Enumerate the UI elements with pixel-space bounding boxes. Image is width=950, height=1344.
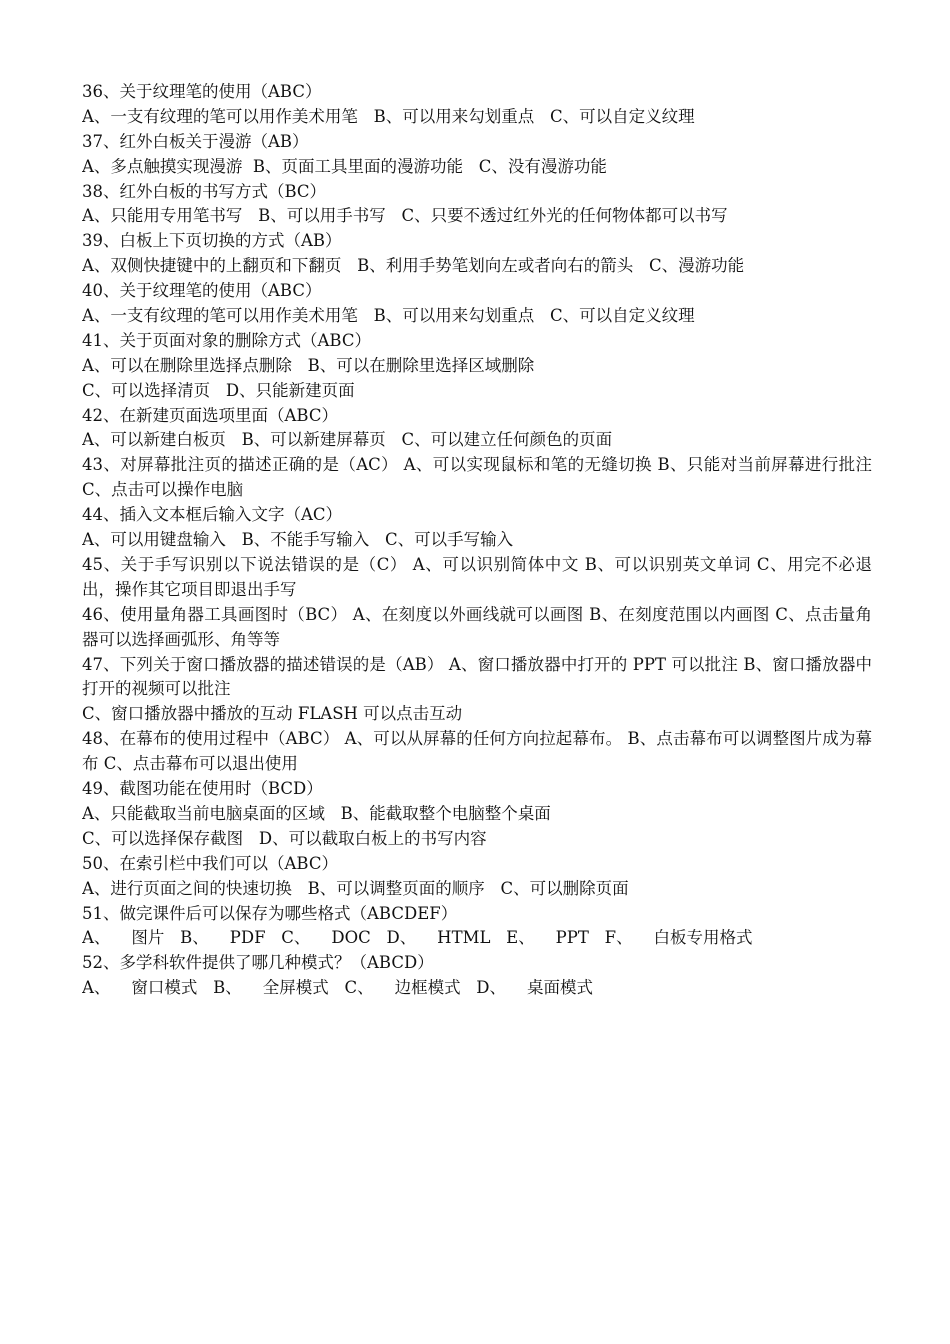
question-39-title: 39、白板上下页切换的方式（AB） <box>82 231 342 251</box>
question-37-title: 37、红外白板关于漫游（AB） <box>82 131 309 151</box>
question-43: 43、对屏幕批注页的描述正确的是（AC） A、可以实现鼠标和笔的无缝切换 B、只能对当前屏幕进行批注 C、点击可以操作电脑 <box>82 455 872 500</box>
question-46: 46、使用量角器工具画图时（BC） A、在刻度以外画线就可以画图 B、在刻度范围以内画图 C、点击量角器可以选择画弧形、角等等 <box>82 604 872 649</box>
question-52-title: 52、多学科软件提供了哪几种模式？（ABCD） <box>82 953 434 973</box>
question-44-options: A、可以用键盘输入 B、不能手写输入 C、可以手写输入 <box>82 530 514 550</box>
question-50-options: A、进行页面之间的快速切换 B、可以调整页面的顺序 C、可以删除页面 <box>82 878 629 898</box>
question-41-options-cd: C、可以选择清页 D、只能新建页面 <box>82 380 355 400</box>
question-38-options: A、只能用专用笔书写 B、可以用手书写 C、只要不透过红外光的任何物体都可以书写 <box>82 206 728 226</box>
question-52-options: A、 窗口模式 B、 全屏模式 C、 边框模式 D、 桌面模式 <box>82 978 594 998</box>
question-48: 48、在幕布的使用过程中（ABC） A、可以从屏幕的任何方向拉起幕布。 B、点击幕布可以调整图片成为幕布 C、点击幕布可以退出使用 <box>82 729 872 774</box>
question-36-options: A、一支有纹理的笔可以用作美术用笔 B、可以用来勾划重点 C、可以自定义纹理 <box>82 106 695 126</box>
question-36-title: 36、关于纹理笔的使用（ABC） <box>82 82 322 101</box>
question-38-title: 38、红外白板的书写方式（BC） <box>82 181 327 201</box>
question-51-options: A、 图片 B、 PDF C、 DOC D、 HTML E、 PPT F、 白板专用格式 <box>82 928 753 948</box>
question-47: 47、下列关于窗口播放器的描述错误的是（AB） A、窗口播放器中打开的 PPT 可以批注 B、窗口播放器中打开的视频可以批注 <box>82 654 872 699</box>
question-49-options-cd: C、可以选择保存截图 D、可以截取白板上的书写内容 <box>82 828 487 848</box>
question-49-title: 49、截图功能在使用时（BCD） <box>82 779 323 799</box>
question-39-options: A、双侧快捷键中的上翻页和下翻页 B、利用手势笔划向左或者向右的箭头 C、漫游功能 <box>82 256 745 276</box>
question-40-options: A、一支有纹理的笔可以用作美术用笔 B、可以用来勾划重点 C、可以自定义纹理 <box>82 306 695 326</box>
question-list <box>82 80 872 1001</box>
question-42-title: 42、在新建页面选项里面（ABC） <box>82 405 338 425</box>
question-45: 45、关于手写识别以下说法错误的是（C） A、可以识别简体中文 B、可以识别英文单词 C、用完不必退出，操作其它项目即退出手写 <box>82 554 872 599</box>
question-50-title: 50、在索引栏中我们可以（ABC） <box>82 853 338 873</box>
question-49-options-ab: A、只能截取当前电脑桌面的区域 B、能截取整个电脑整个桌面 <box>82 803 551 823</box>
question-44-title: 44、插入文本框后输入文字（AC） <box>82 505 343 525</box>
question-47-option-c: C、窗口播放器中播放的互动 FLASH 可以点击互动 <box>82 704 463 724</box>
question-42-options: A、可以新建白板页 B、可以新建屏幕页 C、可以建立任何颜色的页面 <box>82 430 613 450</box>
question-37-options: A、多点触摸实现漫游 B、页面工具里面的漫游功能 C、没有漫游功能 <box>82 156 607 176</box>
question-41-title: 41、关于页面对象的删除方式（ABC） <box>82 330 371 350</box>
question-51-title: 51、做完课件后可以保存为哪些格式（ABCDEF） <box>82 903 458 923</box>
question-41-options-ab: A、可以在删除里选择点删除 B、可以在删除里选择区域删除 <box>82 355 535 375</box>
question-40-title: 40、关于纹理笔的使用（ABC） <box>82 281 322 301</box>
